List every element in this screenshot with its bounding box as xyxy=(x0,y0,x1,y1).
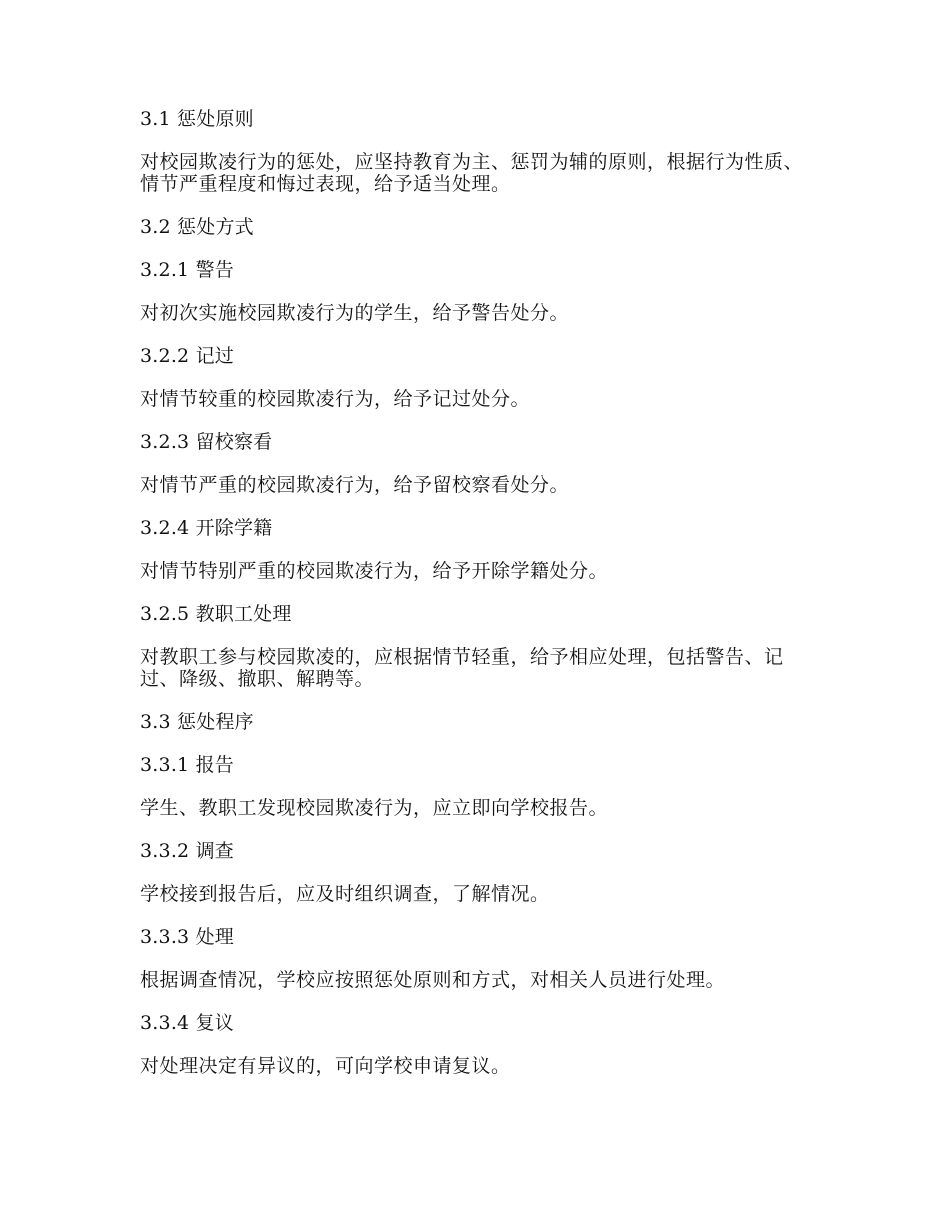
section-heading-3-3: 3.3 惩处程序 xyxy=(140,711,254,733)
paragraph-3-2-2: 对情节较重的校园欺凌行为，给予记过处分。 xyxy=(140,388,531,410)
section-heading-3-2-5: 3.2.5 教职工处理 xyxy=(140,603,292,625)
section-heading-3-2: 3.2 惩处方式 xyxy=(140,216,254,238)
paragraph-3-2-5: 对教职工参与校园欺凌的，应根据情节轻重，给予相应处理，包括警告、记过、降级、撤职、解聘等。 xyxy=(140,646,784,690)
paragraph-3-3-4: 对处理决定有异议的，可向学校申请复议。 xyxy=(140,1055,511,1077)
paragraph-3-1: 对校园欺凌行为的惩处，应坚持教育为主、惩罚为辅的原则，根据行为性质、情节严重程度和悔过表现，给予适当处理。 xyxy=(140,151,804,195)
section-heading-3-2-1: 3.2.1 警告 xyxy=(140,259,234,281)
section-heading-3-3-4: 3.3.4 复议 xyxy=(140,1012,234,1034)
paragraph-3-3-2: 学校接到报告后，应及时组织调查，了解情况。 xyxy=(140,883,550,905)
paragraph-3-2-1: 对初次实施校园欺凌行为的学生，给予警告处分。 xyxy=(140,302,570,324)
document-body xyxy=(140,108,820,1098)
paragraph-3-3-3: 根据调查情况，学校应按照惩处原则和方式，对相关人员进行处理。 xyxy=(140,969,726,991)
section-heading-3-1: 3.1 惩处原则 xyxy=(140,108,254,130)
section-heading-3-2-3: 3.2.3 留校察看 xyxy=(140,431,273,453)
section-heading-3-2-4: 3.2.4 开除学籍 xyxy=(140,517,273,539)
section-heading-3-2-2: 3.2.2 记过 xyxy=(140,345,234,367)
paragraph-3-2-4: 对情节特别严重的校园欺凌行为，给予开除学籍处分。 xyxy=(140,560,609,582)
paragraph-3-2-3: 对情节严重的校园欺凌行为，给予留校察看处分。 xyxy=(140,474,570,496)
paragraph-3-3-1: 学生、教职工发现校园欺凌行为，应立即向学校报告。 xyxy=(140,797,609,819)
section-heading-3-3-2: 3.3.2 调查 xyxy=(140,840,234,862)
section-heading-3-3-3: 3.3.3 处理 xyxy=(140,926,234,948)
section-heading-3-3-1: 3.3.1 报告 xyxy=(140,754,234,776)
